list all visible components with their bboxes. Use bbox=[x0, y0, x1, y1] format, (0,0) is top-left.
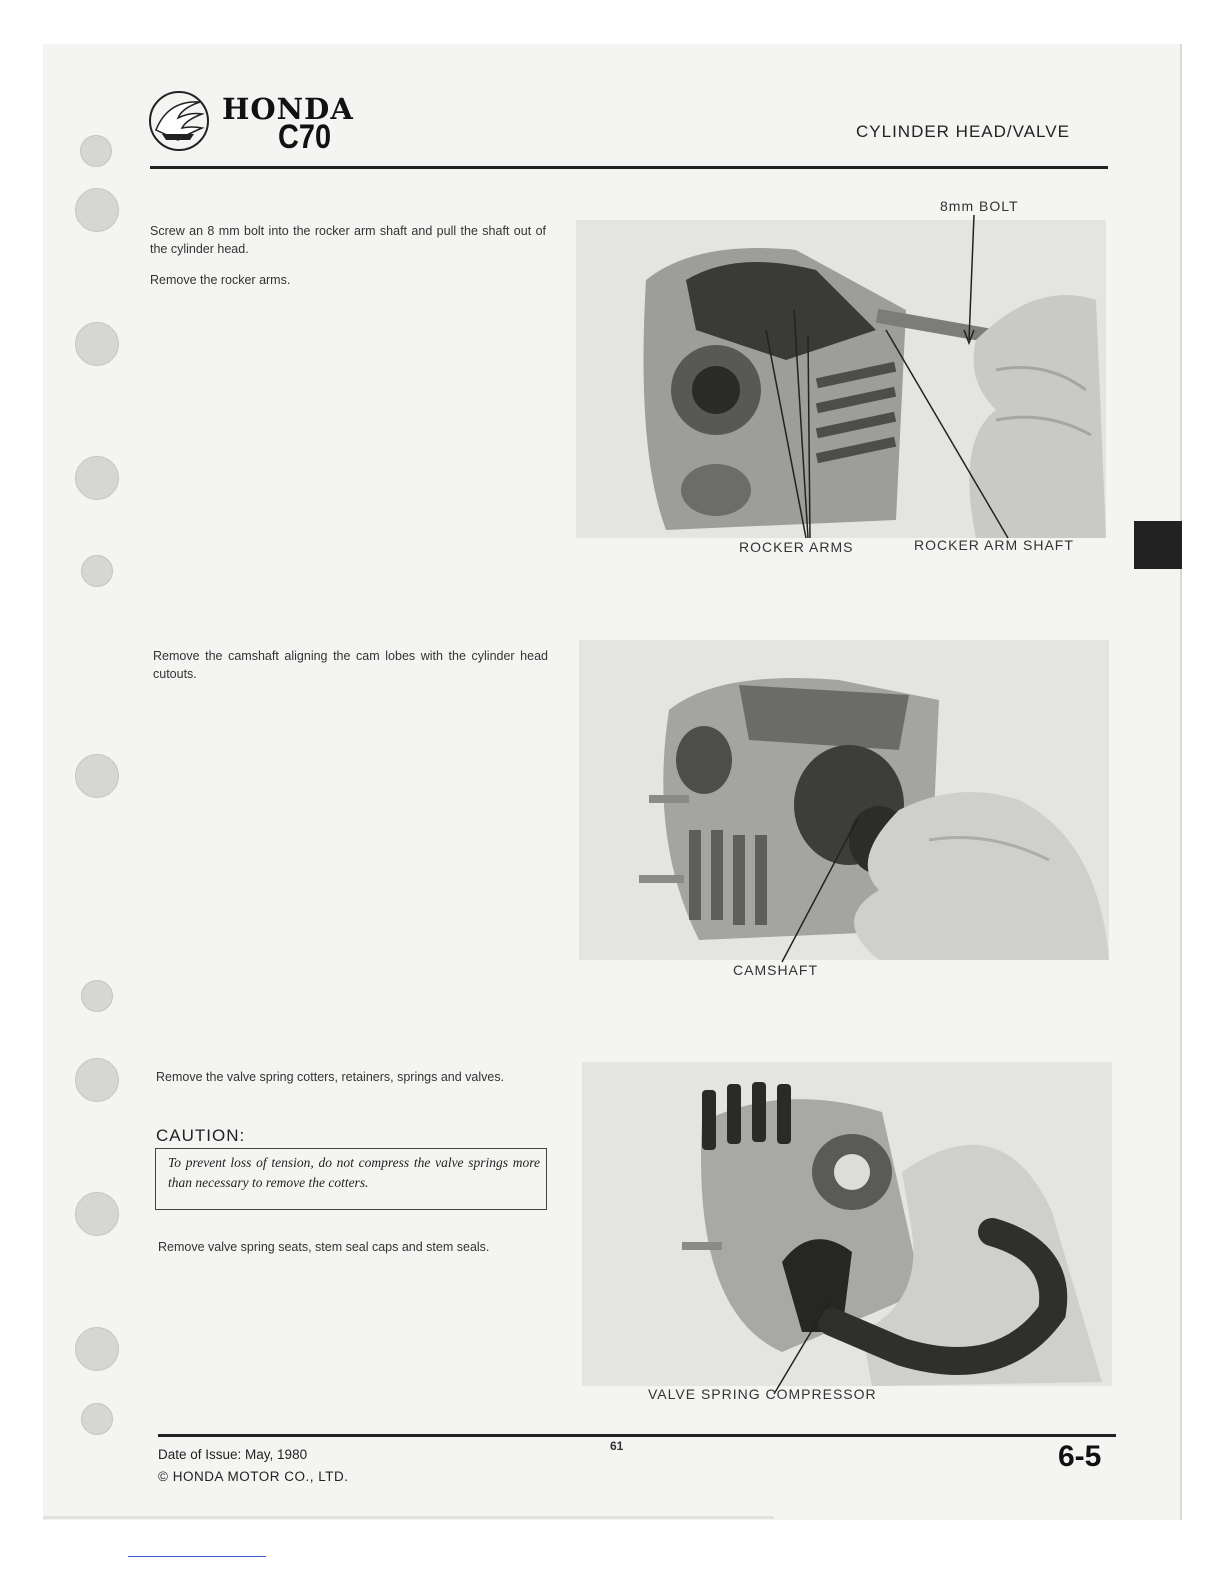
page-number: 61 bbox=[610, 1439, 624, 1453]
honda-wing-logo-icon bbox=[148, 90, 210, 152]
header-rule bbox=[150, 166, 1108, 169]
label-rocker-arm-shaft: ROCKER ARM SHAFT bbox=[914, 537, 1074, 553]
step-instruction: Screw an 8 mm bolt into the rocker arm shaft and pull the shaft out of the cylinder head. bbox=[150, 224, 546, 256]
binder-hole bbox=[81, 1403, 113, 1435]
model-name: C70 bbox=[278, 118, 332, 156]
label-8mm-bolt: 8mm BOLT bbox=[940, 198, 1019, 214]
page-edge bbox=[1180, 44, 1182, 1520]
caution-title: CAUTION: bbox=[156, 1126, 246, 1145]
binder-hole bbox=[75, 1058, 119, 1102]
binder-hole bbox=[75, 1192, 119, 1236]
binder-hole bbox=[81, 555, 113, 587]
step-instruction: Remove valve spring seats, stem seal caps and stem seals. bbox=[158, 1240, 490, 1254]
step-instruction: Remove the camshaft aligning the cam lobes with the cylinder head cutouts. bbox=[153, 649, 548, 681]
binder-hole bbox=[75, 754, 119, 798]
step-instruction: Remove the valve spring cotters, retainers, springs and valves. bbox=[156, 1070, 505, 1084]
section-page-folio: 6-5 bbox=[1058, 1440, 1102, 1473]
callout-leader bbox=[760, 1290, 840, 1400]
binder-hole bbox=[75, 322, 119, 366]
issue-date: Date of Issue: May, 1980 bbox=[158, 1447, 308, 1462]
section-title: CYLINDER HEAD/VALVE bbox=[856, 122, 1070, 141]
binder-hole bbox=[75, 456, 119, 500]
section-tab-marker bbox=[1134, 521, 1182, 569]
caution-box: To prevent loss of tension, do not compress the valve springs more than necessary to remove the cotters. bbox=[155, 1148, 547, 1210]
callout-leader bbox=[770, 810, 870, 970]
binder-hole bbox=[75, 188, 119, 232]
scan-artifact-line bbox=[128, 1556, 266, 1557]
label-rocker-arms: ROCKER ARMS bbox=[739, 539, 854, 555]
binder-hole bbox=[81, 980, 113, 1012]
label-camshaft: CAMSHAFT bbox=[733, 962, 818, 978]
binder-hole bbox=[80, 135, 112, 167]
step-instruction: Remove the rocker arms. bbox=[150, 273, 291, 287]
binder-hole bbox=[75, 1327, 119, 1371]
brand-name: HONDA bbox=[222, 92, 354, 126]
valve-spring-compressor-photo bbox=[582, 1062, 1112, 1386]
footer-rule bbox=[158, 1434, 1116, 1437]
copyright: © HONDA MOTOR CO., LTD. bbox=[158, 1469, 349, 1484]
scan-shadow bbox=[43, 1516, 774, 1519]
callout-leaders bbox=[576, 195, 1116, 555]
label-valve-spring-compressor: VALVE SPRING COMPRESSOR bbox=[648, 1386, 877, 1402]
